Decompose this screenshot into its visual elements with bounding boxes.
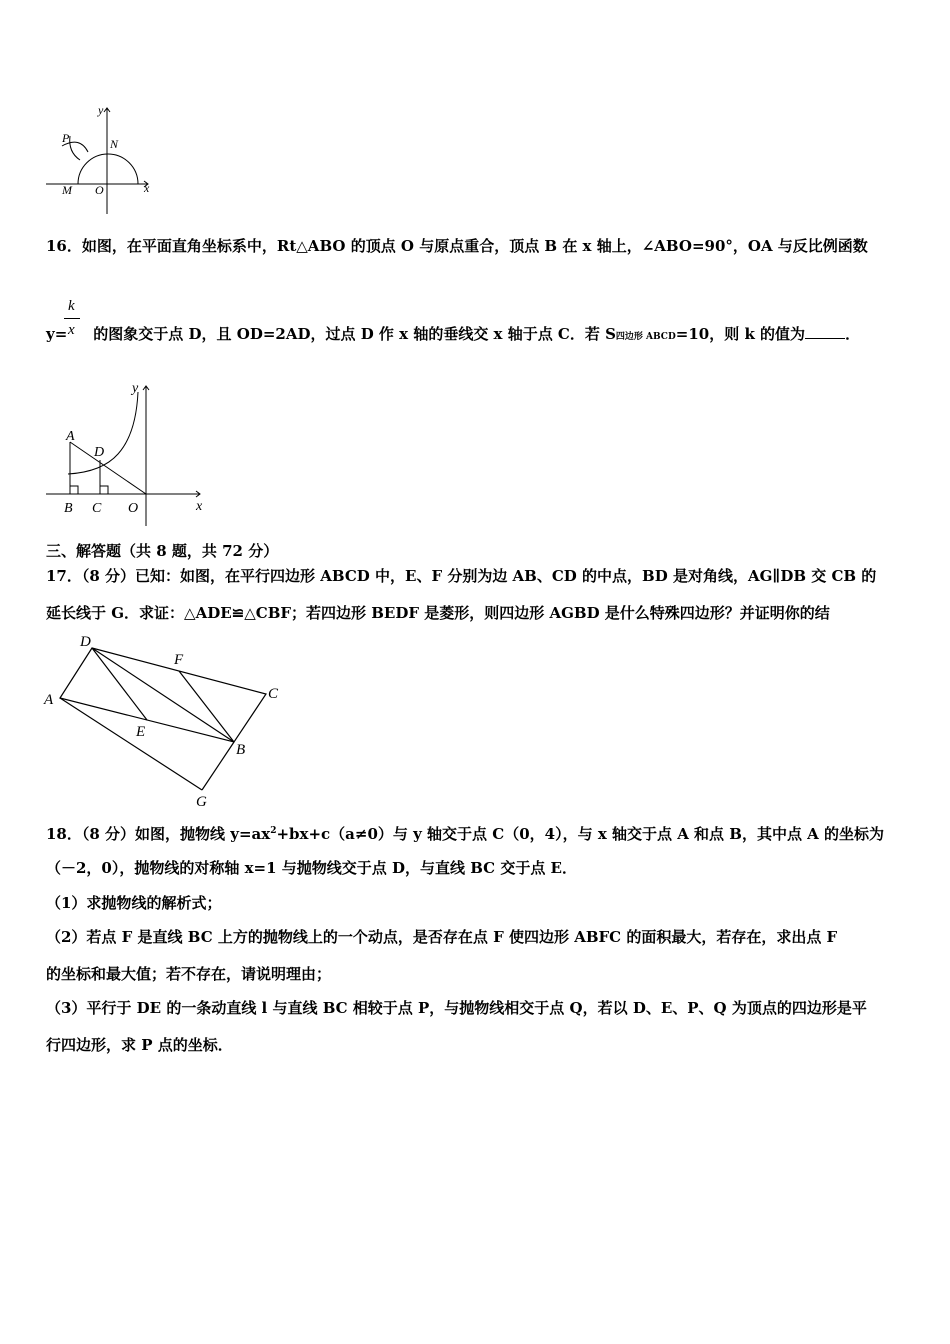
segment-db — [92, 648, 234, 742]
fig17-label-d: D — [80, 634, 91, 650]
fig17-label-a: A — [44, 692, 54, 708]
q17-line1: 17．（8 分）已知：如图，在平行四边形 ABCD 中，E、F 分别为边 AB、CD 的中点，BD 是对角线，AG∥DB 交 CB 的 — [46, 567, 877, 585]
q16-line2-prefix: y= — [46, 325, 68, 343]
fig16-label-a: A — [66, 429, 75, 444]
fig17-label-e: E — [136, 724, 146, 740]
q17-line2: 延长线于 G．求证：△ADE≌△CBF；若四边形 BEDF 是菱形，则四边形 AGBD 是什么特殊四边形？并证明你的结 — [46, 604, 830, 622]
q16-answer-blank — [805, 324, 845, 339]
q16-line1: 16．如图，在平面直角坐标系中，Rt△ABO 的顶点 O 与原点重合，顶点 B 在 x 轴上，∠ABO=90°，OA 与反比例函数 — [46, 237, 868, 255]
q18-line6: （3）平行于 DE 的一条动直线 l 与直线 BC 相较于点 P，与抛物线相交于点 Q，若以 D、E、P、Q 为顶点的四边形是平 — [46, 999, 867, 1017]
segment-fb — [179, 671, 234, 742]
fig16-label-c: C — [92, 501, 102, 516]
q16-line2-main: 的图象交于点 D，且 OD=2AD，过点 D 作 x 轴的垂线交 x 轴于点 C．若 S — [93, 325, 616, 343]
fig17-label-b: B — [236, 742, 246, 758]
fig15-label-x: x — [144, 181, 150, 195]
fig16-label-d: D — [94, 445, 105, 460]
right-angle-mark-c — [100, 486, 108, 494]
q18-line1 — [46, 821, 884, 844]
q18-line1-superscript: 2 — [270, 826, 277, 836]
q18-line2: （－2，0），抛物线的对称轴 x=1 与抛物线交于点 D，与直线 BC 交于点 E． — [46, 859, 577, 877]
q18-line7: 行四边形，求 P 点的坐标． — [46, 1036, 233, 1054]
fig16-label-x: x — [196, 499, 203, 514]
q16-fraction-numerator: k — [68, 298, 75, 314]
q18-line5: 的坐标和最大值；若不存在，请说明理由； — [46, 965, 332, 983]
fig15-label-m: M — [62, 183, 72, 197]
fig15-label-n: N — [110, 137, 119, 151]
q16-line2-subscript: 四边形 ABCD — [615, 332, 676, 342]
q18-line4: （2）若点 F 是直线 BC 上方的抛物线上的一个动点，是否存在点 F 使四边形 ABFC 的面积最大，若存在，求出点 F — [46, 928, 838, 946]
fig16-label-b: B — [64, 501, 73, 516]
q16-fraction-denominator: x — [68, 322, 75, 338]
fig16-label-y: y — [132, 381, 139, 396]
q16-fraction-bar — [64, 318, 80, 319]
arc-from-n — [70, 136, 80, 160]
fig15-label-p: P — [62, 131, 70, 145]
hyperbola-curve — [68, 392, 138, 474]
q18-line1-part-b: +bx+c（a≠0）与 y 轴交于点 C（0，4），与 x 轴交于点 A 和点 B，其中点 A 的坐标为 — [276, 825, 885, 843]
right-angle-mark-b — [70, 486, 78, 494]
section-3-title: 三、解答题（共 8 题，共 72 分） — [46, 542, 279, 560]
q18-line1-part-a: 18．（8 分）如图，抛物线 y=ax — [46, 825, 271, 843]
fig17-label-c: C — [268, 686, 279, 702]
q18-line3: （1）求抛物线的解析式； — [46, 894, 222, 912]
fig15-label-o: O — [95, 183, 104, 197]
figure-q15-coordinate-arcs — [40, 100, 160, 218]
figure-q17-parallelogram — [40, 632, 290, 812]
fig17-label-g: G — [196, 794, 207, 810]
figure-q16-hyperbola-triangle — [40, 372, 215, 530]
segment-ag — [60, 698, 202, 790]
segment-bg — [202, 742, 234, 790]
circle-arc-large — [78, 154, 138, 184]
segment-de — [92, 648, 147, 720]
q16-line2-suffix: =10，则 k 的值为 — [675, 325, 806, 343]
fig15-label-y: y — [98, 103, 104, 117]
q16-line2 — [46, 324, 860, 347]
q16-line2-end: ． — [845, 325, 861, 343]
fig16-label-o: O — [128, 501, 139, 516]
fig17-label-f: F — [174, 652, 184, 668]
